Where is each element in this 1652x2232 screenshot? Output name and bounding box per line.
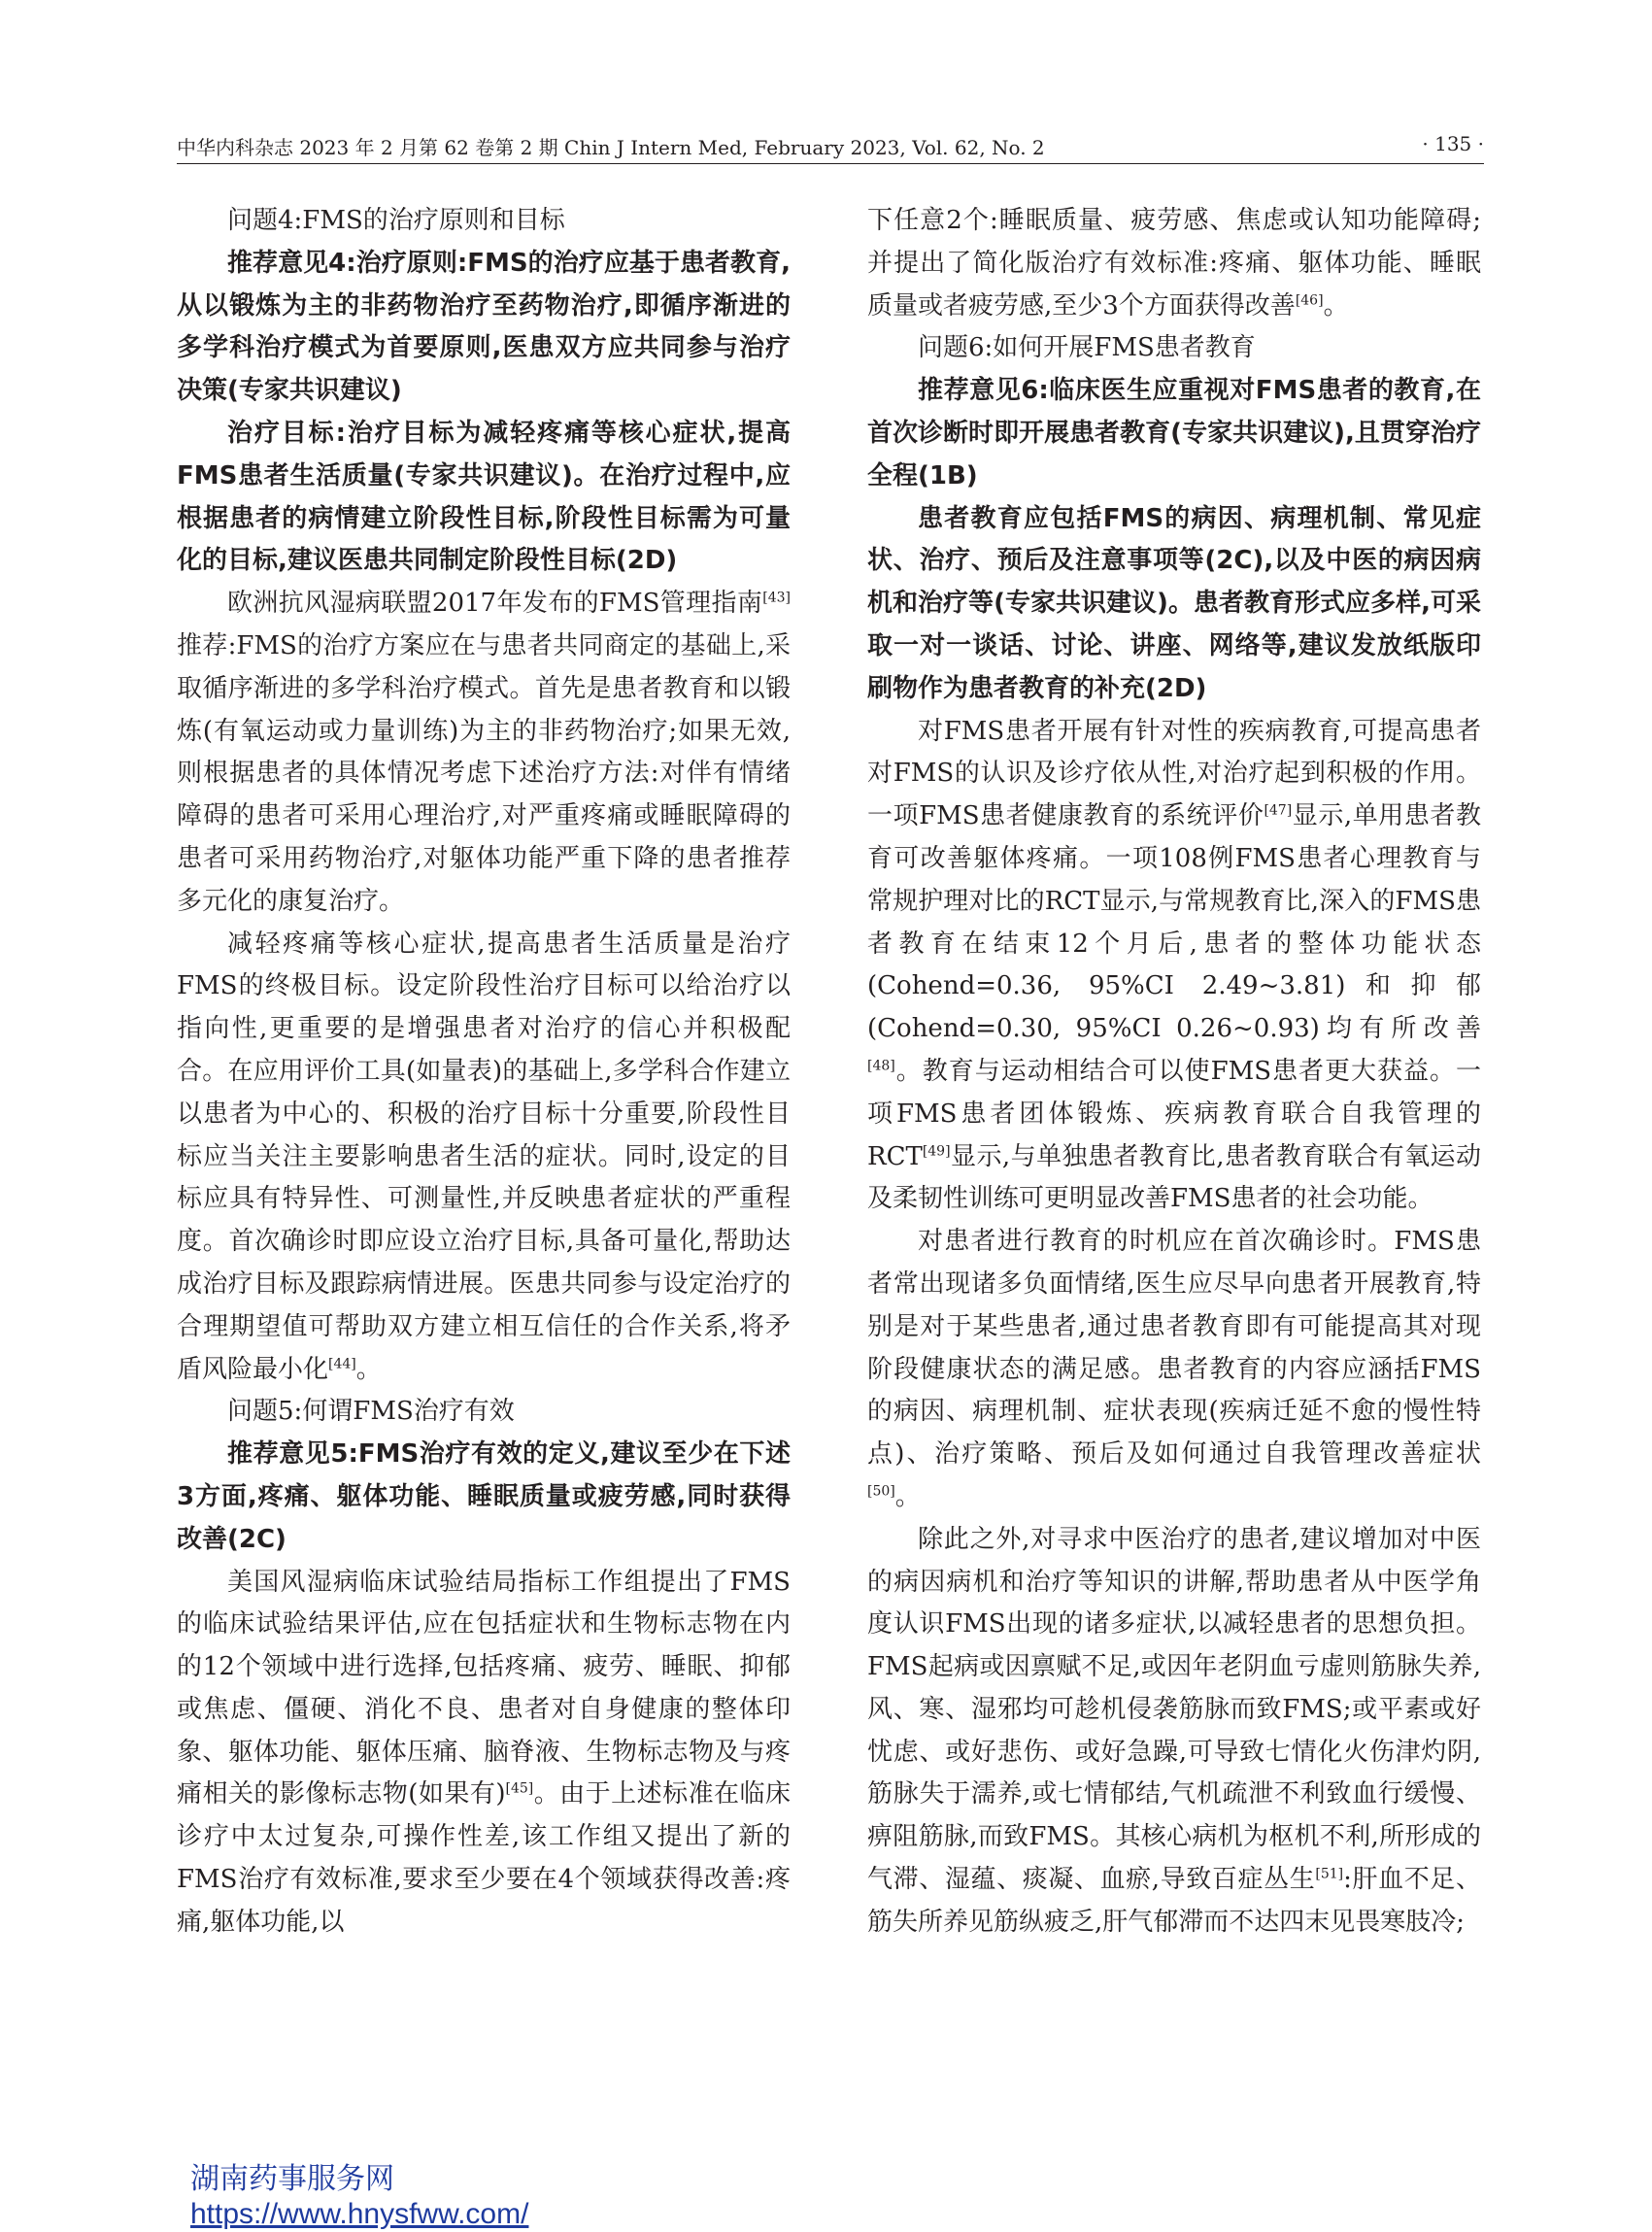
text: :肝血不足、筋失所养见筋纵疲乏,肝气郁滞而不达四末见畏寒肢冷;	[867, 1865, 1482, 1937]
text: 。	[894, 1481, 921, 1511]
text: 欧洲抗风湿病联盟2017年发布的FMS管理指南	[227, 589, 763, 619]
citation-ref: [48]	[867, 1058, 895, 1074]
recommendation-6: 推荐意见6:临床医生应重视对FMS患者的教育,在首次诊断时即开展患者教育(专家共识建议),且贯穿治疗全程(1B)	[867, 376, 1481, 490]
citation-ref: [47]	[1264, 802, 1293, 819]
paragraph-omeract	[177, 1562, 791, 1945]
text: 对FMS患者开展有针对性的疾病教育,可提高患者对FMS的认识及诊疗依从性,对治疗起到积极的作用。一项FMS患者健康教育的系统评价	[867, 716, 1481, 831]
text: 。	[1323, 290, 1349, 321]
watermark-url-link[interactable]: https://www.hnysfww.com/	[190, 2198, 529, 2230]
citation-ref: [43]	[762, 590, 791, 606]
citation-ref: [50]	[867, 1483, 895, 1500]
text: 对患者进行教育的时机应在首次确诊时。FMS患者常出现诸多负面情绪,医生应尽早向患者开展教育,特别是对于某些患者,通过患者教育即有可能提高其对现阶段健康状态的满足感。患者教育的内容应涵括FMS的病因、病理机制、症状表现(疾病迁延不愈的慢性特点)、治疗策略、预后及如何通过自我管理改善症状	[867, 1227, 1481, 1470]
paragraph-treatment-goals	[177, 924, 791, 1392]
recommendation-6-content: 患者教育应包括FMS的病因、病理机制、常见症状、治疗、预后及注意事项等(2C),以及中医的病因病机和治疗等(专家共识建议)。患者教育形式应多样,可采取一对一谈话、讨论、讲座、网络等,建议发放纸版印刷物作为患者教育的补充(2D)	[867, 503, 1481, 703]
paragraph-tcm-education	[867, 1519, 1481, 1945]
header-rule	[177, 163, 1484, 164]
text: 推荐:FMS的治疗方案应在与患者共同商定的基础上,采取循序渐进的多学科治疗模式。首先是患者教育和以锻炼(有氧运动或力量训练)为主的非药物治疗;如果无效,则根据患者的具体情况考虑下述治疗方法:对伴有情绪障碍的患者可采用心理治疗,对严重疼痛或睡眠障碍的患者可采用药物治疗,对躯体功能严重下降的患者推荐多元化的康复治疗。	[177, 630, 791, 916]
citation-ref: [51]	[1315, 1866, 1344, 1882]
paragraph-education-evidence	[867, 711, 1481, 1222]
text: 显示,单用患者教育可改善躯体疼痛。一项108例FMS患者心理教育与常规护理对比的RCT显示,与常规教育比,深入的FMS患者教育在结束12个月后,患者的整体功能状态(Cohend=0.36, 95%CI 2.49~3.81)和抑郁(Cohend=0.30, 95%CI 0.26~0.93)均有所改善	[867, 801, 1481, 1044]
question-5-heading: 问题5:何谓FMS治疗有效	[227, 1397, 515, 1427]
recommendation-4-principle: 推荐意见4:治疗原则:FMS的治疗应基于患者教育,从以锻炼为主的非药物治疗至药物治疗,即循序渐进的多学科治疗模式为首要原则,医患双方应共同参与治疗决策(专家共识建议)	[177, 248, 791, 406]
text: 。教育与运动相结合可以使FMS患者更大获益。一项FMS患者团体锻炼、疾病教育联合自我管理的RCT	[867, 1056, 1481, 1171]
citation-ref: [46]	[1295, 291, 1324, 308]
text: 。由于上述标准在临床诊疗中太过复杂,可操作性差,该工作组又提出了新的FMS治疗有效标准,要求至少要在4个领域获得改善:疼痛,躯体功能,以	[177, 1779, 791, 1937]
question-6-heading: 问题6:如何开展FMS患者教育	[918, 333, 1256, 363]
text: 减轻疼痛等核心症状,提高患者生活质量是治疗FMS的终极目标。设定阶段性治疗目标可以给治疗以指向性,更重要的是增强患者对治疗的信心并积极配合。在应用评价工具(如量表)的基础上,多学科合作建立以患者为中心的、积极的治疗目标十分重要,阶段性目标应当关注主要影响患者生活的症状。同时,设定的目标应具有特异性、可测量性,并反映患者症状的严重程度。首次确诊时即应设立治疗目标,具备可量化,帮助达成治疗目标及跟踪病情进展。医患共同参与设定治疗的合理期望值可帮助双方建立相互信任的合作关系,将矛盾风险最小化	[177, 929, 791, 1384]
citation-ref: [49]	[922, 1142, 951, 1159]
citation-ref: [45]	[505, 1780, 534, 1797]
site-watermark	[190, 2162, 528, 2232]
text: 美国风湿病临床试验结局指标工作组提出了FMS的临床试验结果评估,应在包括症状和生物标志物在内的12个领域中进行选择,包括疼痛、疲劳、睡眠、抑郁或焦虑、僵硬、消化不良、患者对自身健康的整体印象、躯体功能、躯体压痛、脑脊液、生物标志物及与疼痛相关的影像标志物(如果有)	[177, 1567, 791, 1809]
page-number: · 135 ·	[1422, 132, 1484, 155]
journal-citation: 中华内科杂志 2023 年 2 月第 62 卷第 2 期 Chin J Intern Med, February 2023, Vol. 62, No. 2	[177, 136, 1045, 159]
paragraph-education-timing	[867, 1221, 1481, 1519]
paragraph-eular-guideline	[177, 583, 791, 923]
recommendation-4-goal: 治疗目标:治疗目标为减轻疼痛等核心症状,提高FMS患者生活质量(专家共识建议)。在治疗过程中,应根据患者的病情建立阶段性目标,阶段性目标需为可量化的目标,建议医患共同制定阶段性目标(2D)	[177, 418, 791, 576]
left-column	[177, 200, 791, 1945]
paragraph-omeract-continued	[867, 200, 1481, 327]
running-header	[177, 132, 1484, 165]
recommendation-5: 推荐意见5:FMS治疗有效的定义,建议至少在下述3方面,疼痛、躯体功能、睡眠质量或疲劳感,同时获得改善(2C)	[177, 1439, 791, 1554]
text: 除此之外,对寻求中医治疗的患者,建议增加对中医的病因病机和治疗等知识的讲解,帮助患者从中医学角度认识FMS出现的诸多症状,以减轻患者的思想负担。FMS起病或因禀赋不足,或因年老阴血亏虚则筋脉失养,风、寒、湿邪均可趁机侵袭筋脉而致FMS;或平素或好忧虑、或好悲伤、或好急躁,可导致七情化火伤津灼阴,筋脉失于濡养,或七情郁结,气机疏泄不利致血行缓慢、痹阻筋脉,而致FMS。其核心病机为枢机不利,所形成的气滞、湿蕴、痰凝、血瘀,导致百症丛生	[867, 1524, 1481, 1895]
text: 显示,与单独患者教育比,患者教育联合有氧运动及柔韧性训练可更明显改善FMS患者的社会功能。	[867, 1141, 1481, 1214]
text: 。	[355, 1354, 382, 1384]
watermark-site-name: 湖南药事服务网	[190, 2163, 394, 2195]
citation-ref: [44]	[328, 1355, 356, 1371]
question-4-heading: 问题4:FMS的治疗原则和目标	[227, 206, 565, 235]
right-column	[867, 200, 1481, 1945]
text: 下任意2个:睡眠质量、疲劳感、焦虑或认知功能障碍;并提出了简化版治疗有效标准:疼痛、躯体功能、睡眠质量或者疲劳感,至少3个方面获得改善	[867, 206, 1481, 321]
